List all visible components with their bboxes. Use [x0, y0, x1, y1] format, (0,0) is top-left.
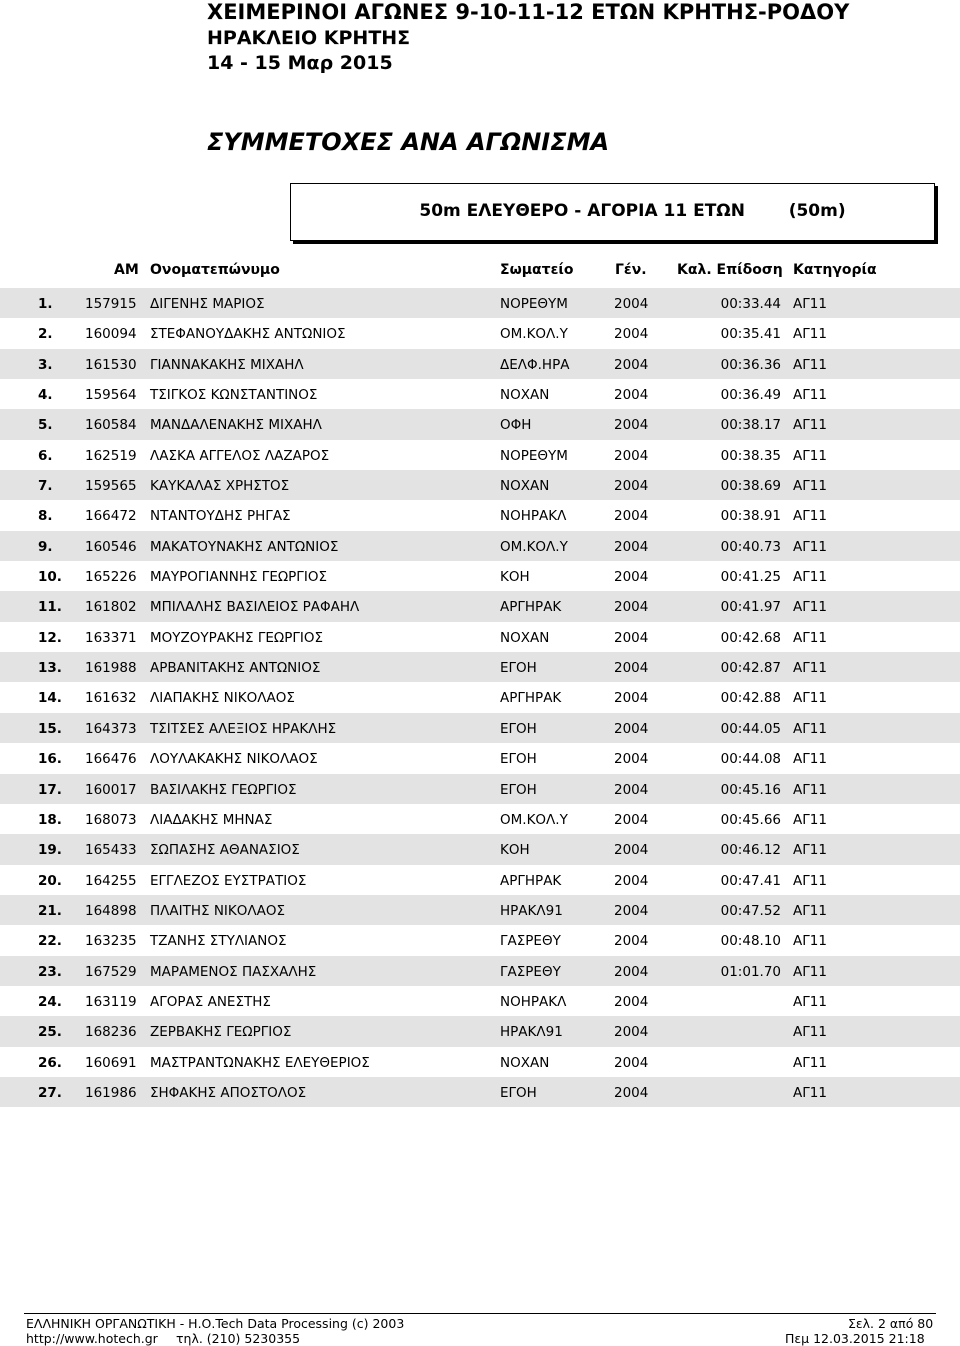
row-category: ΑΓ11 — [793, 811, 827, 828]
row-year: 2004 — [614, 1054, 649, 1071]
row-club: ΗΡΑΚΛ91 — [500, 902, 563, 919]
row-am: 166472 — [85, 508, 137, 525]
table-row — [0, 622, 960, 652]
row-category: ΑΓ11 — [793, 1084, 827, 1101]
row-year: 2004 — [614, 387, 649, 404]
row-position: 23. — [38, 963, 62, 980]
row-time: 00:38.91 — [720, 508, 781, 525]
row-am: 160546 — [85, 538, 137, 555]
col-name: Ονοματεπώνυμο — [150, 262, 280, 278]
table-row — [0, 591, 960, 621]
row-am: 159565 — [85, 478, 137, 495]
section-title: ΣΥΜΜΕΤΟΧΕΣ ΑΝΑ ΑΓΩΝΙΣΜΑ — [207, 128, 610, 156]
row-name: ΤΣΙΓΚΟΣ ΚΩΝΣΤΑΝΤΙΝΟΣ — [150, 387, 318, 404]
row-time: 00:38.69 — [720, 478, 781, 495]
row-am: 160094 — [85, 326, 137, 343]
row-category: ΑΓ11 — [793, 1024, 827, 1041]
row-year: 2004 — [614, 356, 649, 373]
row-am: 167529 — [85, 963, 137, 980]
row-position: 25. — [38, 1024, 62, 1041]
row-time: 00:41.25 — [720, 569, 781, 586]
row-name: ΛΙΑΠΑΚΗΣ ΝΙΚΟΛΑΟΣ — [150, 690, 295, 707]
row-name: ΚΑΥΚΑΛΑΣ ΧΡΗΣΤΟΣ — [150, 478, 290, 495]
row-am: 164255 — [85, 872, 137, 889]
row-position: 9. — [38, 538, 53, 555]
row-position: 8. — [38, 508, 53, 525]
row-club: ΕΓΟΗ — [500, 781, 537, 798]
row-am: 165433 — [85, 842, 137, 859]
table-row — [0, 561, 960, 591]
results-table — [0, 288, 960, 1107]
row-club: ΗΡΑΚΛ91 — [500, 1024, 563, 1041]
table-row — [0, 440, 960, 470]
row-position: 2. — [38, 326, 53, 343]
row-time: 00:42.88 — [720, 690, 781, 707]
row-year: 2004 — [614, 993, 649, 1010]
row-position: 21. — [38, 902, 62, 919]
row-year: 2004 — [614, 872, 649, 889]
row-category: ΑΓ11 — [793, 781, 827, 798]
row-club: ΑΡΓΗΡΑΚ — [500, 872, 562, 889]
footer-page: Σελ. 2 από 80 — [848, 1316, 934, 1331]
row-year: 2004 — [614, 963, 649, 980]
footer-divider — [24, 1313, 936, 1314]
row-club: ΝΟΧΑΝ — [500, 478, 550, 495]
row-category: ΑΓ11 — [793, 751, 827, 768]
row-am: 165226 — [85, 569, 137, 586]
row-category: ΑΓ11 — [793, 569, 827, 586]
row-am: 168236 — [85, 1024, 137, 1041]
row-category: ΑΓ11 — [793, 599, 827, 616]
row-year: 2004 — [614, 417, 649, 434]
col-category: Κατηγορία — [793, 262, 877, 278]
table-row — [0, 531, 960, 561]
row-name: ΤΣΙΤΣΕΣ ΑΛΕΞΙΟΣ ΗΡΑΚΛΗΣ — [150, 720, 337, 737]
row-position: 16. — [38, 751, 62, 768]
row-am: 164898 — [85, 902, 137, 919]
row-club: ΝΟΧΑΝ — [500, 387, 550, 404]
row-year: 2004 — [614, 1024, 649, 1041]
row-club: ΝΟΧΑΝ — [500, 629, 550, 646]
row-time: 00:41.97 — [720, 599, 781, 616]
row-time: 00:48.10 — [720, 933, 781, 950]
row-year: 2004 — [614, 629, 649, 646]
row-position: 13. — [38, 660, 62, 677]
row-club: ΕΓΟΗ — [500, 1084, 537, 1101]
row-time: 00:42.68 — [720, 629, 781, 646]
row-club: ΕΓΟΗ — [500, 751, 537, 768]
row-year: 2004 — [614, 751, 649, 768]
row-name: ΖΕΡΒΑΚΗΣ ΓΕΩΡΓΙΟΣ — [150, 1024, 292, 1041]
row-position: 17. — [38, 781, 62, 798]
row-club: ΟΜ.ΚΟΛ.Υ — [500, 811, 568, 828]
row-year: 2004 — [614, 508, 649, 525]
row-time: 00:42.87 — [720, 660, 781, 677]
table-row — [0, 318, 960, 348]
row-category: ΑΓ11 — [793, 296, 827, 312]
row-name: ΛΟΥΛΑΚΑΚΗΣ ΝΙΚΟΛΑΟΣ — [150, 751, 318, 768]
row-year: 2004 — [614, 538, 649, 555]
row-category: ΑΓ11 — [793, 933, 827, 950]
meet-location: ΗΡΑΚΛΕΙΟ ΚΡΗΤΗΣ — [207, 27, 411, 49]
row-name: ΜΑΡΑΜΕΝΟΣ ΠΑΣΧΑΛΗΣ — [150, 963, 317, 980]
row-time: 00:36.36 — [720, 356, 781, 373]
row-am: 166476 — [85, 751, 137, 768]
row-position: 24. — [38, 993, 62, 1010]
row-position: 10. — [38, 569, 62, 586]
row-position: 14. — [38, 690, 62, 707]
row-time: 00:47.52 — [720, 902, 781, 919]
row-position: 20. — [38, 872, 62, 889]
table-row — [0, 804, 960, 834]
row-position: 19. — [38, 842, 62, 859]
row-position: 22. — [38, 933, 62, 950]
meet-title: ΧΕΙΜΕΡΙΝΟΙ ΑΓΩΝΕΣ 9-10-11-12 ΕΤΩΝ ΚΡΗΤΗΣ-ΡΟΔΟΥ — [207, 0, 850, 24]
footer-phone: τηλ. (210) 5230355 — [176, 1331, 301, 1346]
row-am: 159564 — [85, 387, 137, 404]
row-name: ΛΑΣΚΑ ΑΓΓΕΛΟΣ ΛΑΖΑΡΟΣ — [150, 447, 330, 464]
row-name: ΜΑΣΤΡΑΝΤΩΝΑΚΗΣ ΕΛΕΥΘΕΡΙΟΣ — [150, 1054, 370, 1071]
row-club: ΝΟΗΡΑΚΛ — [500, 993, 567, 1010]
row-club: ΔΕΛΦ.ΗΡΑ — [500, 356, 570, 373]
row-category: ΑΓ11 — [793, 356, 827, 373]
event-name: 50m ΕΛΕΥΘΕΡΟ - ΑΓΟΡΙΑ 11 ΕΤΩΝ — [419, 201, 745, 221]
row-year: 2004 — [614, 1084, 649, 1101]
col-year: Γέν. — [615, 262, 647, 278]
row-am: 161530 — [85, 356, 137, 373]
row-position: 4. — [38, 387, 53, 404]
row-am: 160017 — [85, 781, 137, 798]
row-time: 00:38.35 — [720, 447, 781, 464]
row-club: ΚΟΗ — [500, 569, 530, 586]
row-club: ΕΓΟΗ — [500, 660, 537, 677]
row-position: 18. — [38, 811, 62, 828]
row-club: ΚΟΗ — [500, 842, 530, 859]
row-time: 00:45.66 — [720, 811, 781, 828]
row-name: ΒΑΣΙΛΑΚΗΣ ΓΕΩΡΓΙΟΣ — [150, 781, 297, 798]
row-category: ΑΓ11 — [793, 447, 827, 464]
table-row — [0, 379, 960, 409]
row-year: 2004 — [614, 599, 649, 616]
row-club: ΝΟΗΡΑΚΛ — [500, 508, 567, 525]
row-club: ΟΜ.ΚΟΛ.Υ — [500, 326, 568, 343]
row-club: ΕΓΟΗ — [500, 720, 537, 737]
row-position: 1. — [38, 296, 53, 312]
table-row — [0, 743, 960, 773]
row-am: 163119 — [85, 993, 137, 1010]
col-am: ΑΜ — [114, 262, 139, 278]
row-club: ΝΟΧΑΝ — [500, 1054, 550, 1071]
footer-printed: Πεμ 12.03.2015 21:18 — [785, 1331, 925, 1346]
table-row — [0, 409, 960, 439]
row-club: ΑΡΓΗΡΑΚ — [500, 690, 562, 707]
row-category: ΑΓ11 — [793, 842, 827, 859]
row-name: ΑΡΒΑΝΙΤΑΚΗΣ ΑΝΤΩΝΙΟΣ — [150, 660, 321, 677]
row-time: 00:45.16 — [720, 781, 781, 798]
row-category: ΑΓ11 — [793, 720, 827, 737]
row-category: ΑΓ11 — [793, 387, 827, 404]
table-row — [0, 956, 960, 986]
row-category: ΑΓ11 — [793, 508, 827, 525]
row-time: 00:35.41 — [720, 326, 781, 343]
table-row — [0, 1016, 960, 1046]
row-name: ΠΛΑΙΤΗΣ ΝΙΚΟΛΑΟΣ — [150, 902, 286, 919]
table-row — [0, 349, 960, 379]
table-row — [0, 652, 960, 682]
row-position: 11. — [38, 599, 62, 616]
table-row — [0, 925, 960, 955]
table-row — [0, 713, 960, 743]
row-year: 2004 — [614, 296, 649, 312]
table-row — [0, 1047, 960, 1077]
row-position: 12. — [38, 629, 62, 646]
row-name: ΔΙΓΕΝΗΣ ΜΑΡΙΟΣ — [150, 296, 265, 312]
row-club: ΝΟΡΕΘΥΜ — [500, 447, 568, 464]
row-name: ΣΗΦΑΚΗΣ ΑΠΟΣΤΟΛΟΣ — [150, 1084, 307, 1101]
row-am: 160691 — [85, 1054, 137, 1071]
row-club: ΟΦΗ — [500, 417, 532, 434]
row-name: ΜΠΙΛΑΛΗΣ ΒΑΣΙΛΕΙΟΣ ΡΑΦΑΗΛ — [150, 599, 360, 616]
row-year: 2004 — [614, 811, 649, 828]
row-position: 6. — [38, 447, 53, 464]
row-category: ΑΓ11 — [793, 993, 827, 1010]
row-am: 157915 — [85, 296, 137, 312]
row-club: ΝΟΡΕΘΥΜ — [500, 296, 568, 312]
row-name: ΜΟΥΖΟΥΡΑΚΗΣ ΓΕΩΡΓΙΟΣ — [150, 629, 324, 646]
row-club: ΓΑΣΡΕΘΥ — [500, 933, 561, 950]
row-year: 2004 — [614, 447, 649, 464]
row-position: 7. — [38, 478, 53, 495]
col-club: Σωματείο — [500, 262, 574, 278]
table-row — [0, 834, 960, 864]
row-am: 164373 — [85, 720, 137, 737]
row-year: 2004 — [614, 902, 649, 919]
event-pool: (50m) — [788, 201, 846, 221]
row-category: ΑΓ11 — [793, 326, 827, 343]
row-year: 2004 — [614, 326, 649, 343]
row-name: ΜΑΥΡΟΓΙΑΝΝΗΣ ΓΕΩΡΓΙΟΣ — [150, 569, 327, 586]
row-year: 2004 — [614, 720, 649, 737]
row-name: ΕΓΓΛΕΖΟΣ ΕΥΣΤΡΑΤΙΟΣ — [150, 872, 307, 889]
row-am: 160584 — [85, 417, 137, 434]
row-category: ΑΓ11 — [793, 690, 827, 707]
table-row — [0, 895, 960, 925]
row-category: ΑΓ11 — [793, 538, 827, 555]
row-year: 2004 — [614, 933, 649, 950]
row-position: 26. — [38, 1054, 62, 1071]
row-am: 168073 — [85, 811, 137, 828]
event-title — [291, 201, 934, 221]
row-time: 00:38.17 — [720, 417, 781, 434]
row-position: 15. — [38, 720, 62, 737]
row-year: 2004 — [614, 660, 649, 677]
row-category: ΑΓ11 — [793, 872, 827, 889]
row-category: ΑΓ11 — [793, 478, 827, 495]
row-year: 2004 — [614, 690, 649, 707]
row-name: ΜΑΚΑΤΟΥΝΑΚΗΣ ΑΝΤΩΝΙΟΣ — [150, 538, 339, 555]
row-name: ΣΩΠΑΣΗΣ ΑΘΑΝΑΣΙΟΣ — [150, 842, 300, 859]
row-year: 2004 — [614, 842, 649, 859]
row-year: 2004 — [614, 781, 649, 798]
col-time: Καλ. Επίδοση — [677, 262, 783, 278]
row-time: 00:44.05 — [720, 720, 781, 737]
row-time: 00:46.12 — [720, 842, 781, 859]
meet-dates: 14 - 15 Μαρ 2015 — [207, 52, 393, 74]
row-name: ΓΙΑΝΝΑΚΑΚΗΣ ΜΙΧΑΗΛ — [150, 356, 304, 373]
row-category: ΑΓ11 — [793, 902, 827, 919]
row-time: 00:33.44 — [720, 296, 781, 312]
row-am: 161988 — [85, 660, 137, 677]
row-time: 00:36.49 — [720, 387, 781, 404]
row-year: 2004 — [614, 478, 649, 495]
row-position: 5. — [38, 417, 53, 434]
row-am: 161802 — [85, 599, 137, 616]
row-category: ΑΓ11 — [793, 629, 827, 646]
table-row — [0, 865, 960, 895]
table-row — [0, 500, 960, 530]
table-row — [0, 288, 960, 318]
row-name: ΣΤΕΦΑΝΟΥΔΑΚΗΣ ΑΝΤΩΝΙΟΣ — [150, 326, 346, 343]
row-category: ΑΓ11 — [793, 1054, 827, 1071]
row-time: 01:01.70 — [720, 963, 781, 980]
row-am: 161632 — [85, 690, 137, 707]
row-category: ΑΓ11 — [793, 417, 827, 434]
row-category: ΑΓ11 — [793, 660, 827, 677]
row-am: 163371 — [85, 629, 137, 646]
row-position: 3. — [38, 356, 53, 373]
row-club: ΟΜ.ΚΟΛ.Υ — [500, 538, 568, 555]
event-box — [290, 183, 935, 241]
row-year: 2004 — [614, 569, 649, 586]
footer-url[interactable]: http://www.hotech.gr — [26, 1331, 158, 1346]
table-row — [0, 470, 960, 500]
table-row — [0, 682, 960, 712]
row-name: ΛΙΑΔΑΚΗΣ ΜΗΝΑΣ — [150, 811, 273, 828]
row-name: ΝΤΑΝΤΟΥΔΗΣ ΡΗΓΑΣ — [150, 508, 291, 525]
row-club: ΓΑΣΡΕΘΥ — [500, 963, 561, 980]
row-name: ΑΓΟΡΑΣ ΑΝΕΣΤΗΣ — [150, 993, 271, 1010]
row-position: 27. — [38, 1084, 62, 1101]
row-am: 163235 — [85, 933, 137, 950]
row-time: 00:47.41 — [720, 872, 781, 889]
row-am: 162519 — [85, 447, 137, 464]
table-row — [0, 774, 960, 804]
row-name: ΤΖΑΝΗΣ ΣΤΥΛΙΑΝΟΣ — [150, 933, 287, 950]
row-am: 161986 — [85, 1084, 137, 1101]
footer-org: ΕΛΛΗΝΙΚΗ ΟΡΓΑΝΩΤΙΚΗ - Η.Ο.Tech Data Processing (c) 2003 — [26, 1316, 405, 1331]
row-time: 00:44.08 — [720, 751, 781, 768]
row-time: 00:40.73 — [720, 538, 781, 555]
table-row — [0, 986, 960, 1016]
row-name: ΜΑΝΔΑΛΕΝΑΚΗΣ ΜΙΧΑΗΛ — [150, 417, 322, 434]
table-row — [0, 1077, 960, 1107]
row-category: ΑΓ11 — [793, 963, 827, 980]
row-club: ΑΡΓΗΡΑΚ — [500, 599, 562, 616]
